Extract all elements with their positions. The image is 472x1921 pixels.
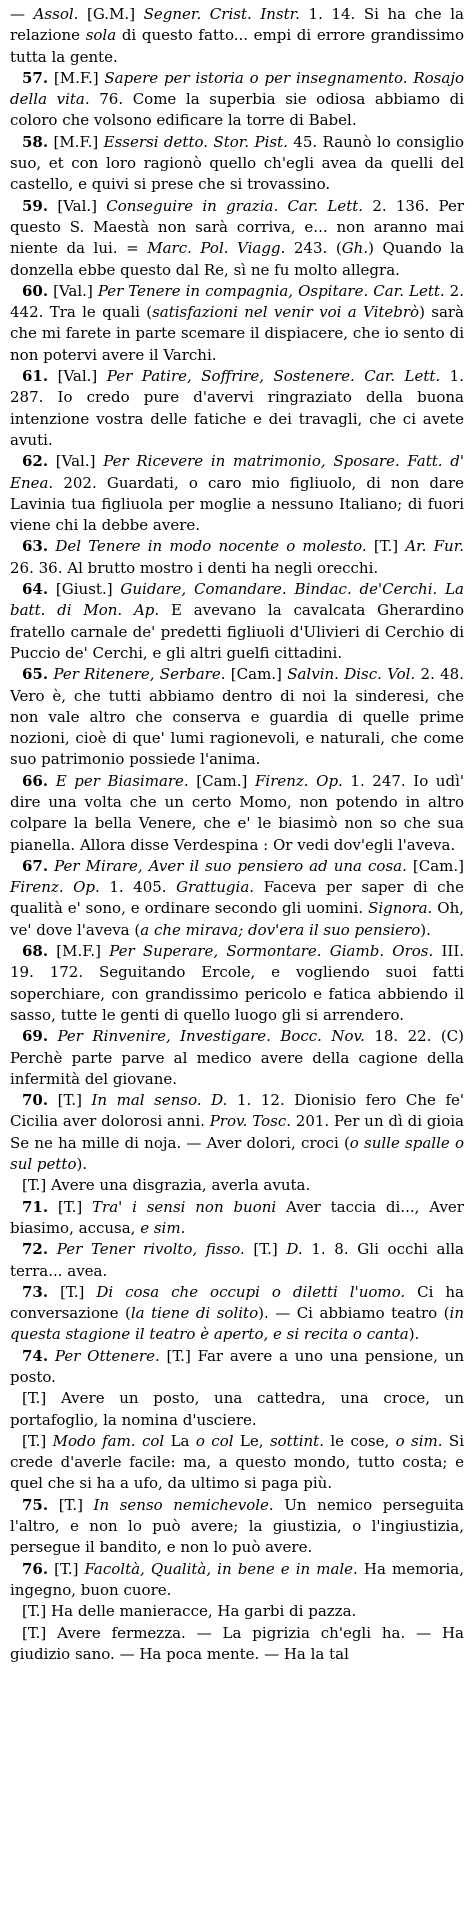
entry-number: 76.	[22, 1559, 49, 1578]
italic-text: Guidare, Comandare. Bindac. de'Cerchi. La batt. di Mon. Ap.	[10, 580, 464, 620]
italic-text: o sim.	[395, 1431, 443, 1450]
entry-number: 66.	[22, 771, 49, 790]
italic-text: o sulle spalle o sul petto	[10, 1133, 464, 1174]
italic-text: Gh.	[341, 239, 369, 258]
entry-63	[10, 536, 464, 579]
entry-text: ). — Ci abbiamo teatro (	[258, 1304, 450, 1323]
italic-text: E per Biasimare.	[55, 771, 189, 790]
entry-text: Ha memoria, ingegno, buon cuore.	[10, 1559, 465, 1599]
entry-text: 18. 22. (C) Perchè parte parve al medico avere della cagione della infermità del giovane.	[10, 1027, 464, 1088]
entry-text: ).	[408, 1325, 420, 1344]
italic-text: Per Tener rivolto, fisso.	[56, 1240, 245, 1259]
entry-text: [T.]	[366, 537, 406, 556]
italic-text: e sim.	[140, 1218, 186, 1237]
entry-number: 70.	[22, 1091, 49, 1110]
entry-72	[10, 1239, 464, 1282]
entry-61	[10, 366, 464, 451]
italic-text: Segner. Crist. Instr.	[143, 5, 300, 23]
entry-number: 60.	[22, 281, 49, 300]
entry-67	[10, 856, 464, 941]
entry-text: La	[164, 1431, 196, 1450]
entry-number: 57.	[22, 68, 49, 87]
italic-text: Per Ottenere.	[54, 1346, 160, 1365]
entry-text: Aver taccia di..., Aver biasimo, accusa,	[10, 1197, 464, 1237]
italic-text: Assol.	[33, 5, 79, 23]
italic-text: Del Tenere in modo nocente o molesto.	[55, 537, 367, 556]
entry-number: 59.	[22, 196, 49, 215]
entry-text: le cose,	[323, 1431, 396, 1450]
entry-text: [G.M.]	[78, 5, 144, 23]
entry-text: Si crede d'averle facile: ma, a questo mondo, tutto costa; e quel che si ha a ufo, da ultimo si paga più.	[10, 1431, 464, 1493]
entry-text: 26. 36. Al brutto mostro i denti ha negli orecchi.	[10, 558, 379, 577]
italic-text: Tra' i sensi non buoni	[92, 1197, 277, 1216]
entry-text: 2. 48. Vero è, che tutti abbiamo dentro di noi la sinderesi, che non vale altro che conserva e guardia di quelle prime nozioni, cioè di que' lumi ragionevoli, e naturali, che come suo patrimonio possiede l'anima.	[10, 665, 464, 769]
italic-text: Firenz. Op.	[254, 771, 343, 790]
entry-number: 63.	[22, 537, 49, 556]
entry-text: [M.F.]	[48, 132, 104, 151]
italic-text: Sapere per istoria o per insegnamento. Rosajo della vita.	[10, 68, 464, 109]
entry-74b	[10, 1388, 464, 1431]
entry-75	[10, 1495, 464, 1559]
italic-text: Per Tenere in compagnia, Ospitare. Car. Lett.	[97, 281, 445, 300]
entry-text: [T.] Avere fermezza. — La pigrizia ch'egli ha. — Ha giudizio sano. — Ha poca mente. — Ha la tal	[10, 1623, 464, 1663]
italic-text: Per Rinvenire, Investigare. Bocc. Nov.	[57, 1027, 365, 1046]
entry-text: 243. (	[285, 239, 342, 258]
entry-number: 58.	[22, 132, 49, 151]
italic-text: a che mirava; dov'era il suo pensiero	[140, 920, 421, 939]
italic-text: Per Ritenere, Serbare.	[53, 665, 226, 684]
italic-text: la tiene di solito	[130, 1304, 259, 1323]
italic-text: Modo fam. col	[52, 1431, 165, 1450]
entry-text	[48, 1027, 57, 1045]
entry-text: ).	[76, 1155, 88, 1174]
italic-text: Grattugia.	[176, 878, 255, 897]
entry-number: 65.	[22, 665, 49, 684]
entry-number: 72.	[22, 1240, 49, 1259]
entry-text: [Val.]	[48, 367, 107, 386]
entry-text	[48, 772, 56, 790]
italic-text: o col	[195, 1431, 234, 1450]
entry-text: di questo fatto... empi di errore grandissimo tutta la gente.	[10, 26, 464, 66]
entry-text: 1. 8. Gli occhi alla terra... avea.	[10, 1240, 464, 1280]
entry-assol	[10, 4, 464, 68]
entry-text: [T.]	[48, 1559, 85, 1578]
entry-text: [T.]	[48, 1197, 93, 1216]
entry-text: Le,	[233, 1431, 270, 1450]
italic-text: Signora.	[368, 899, 433, 918]
entry-74	[10, 1346, 464, 1389]
italic-text: sottint.	[269, 1431, 324, 1450]
entry-text: Un nemico perseguita l'altro, e non lo può avere; la giustizia, o l'ingiustizia, persegue il bandito, e non lo può avere.	[10, 1495, 464, 1557]
entry-59	[10, 196, 464, 281]
entry-text: 2. 442. Tra le quali (	[10, 281, 464, 322]
entry-text: III. 19. 172. Seguitando Ercole, e vogliendo suoi fatti soperchiare, con grandissimo pericolo e fatica abbiendo il sasso, tutte le genti di quello luogo gli si arrendero.	[10, 942, 465, 1024]
entry-text: [M.F.]	[48, 68, 105, 87]
entry-text	[48, 1347, 55, 1365]
entry-text: [T.]	[22, 1431, 53, 1450]
entry-text: ) sarà che mi farete in parte scemare il dispiacere, che io sento di non potervi avere il Varchi.	[10, 303, 465, 364]
entry-text: [T.] Avere una disgrazia, averla avuta.	[22, 1176, 311, 1195]
italic-text: D.	[286, 1240, 303, 1259]
entry-text: [Giust.]	[48, 580, 121, 599]
entry-text	[48, 1240, 57, 1258]
entry-number: 74.	[22, 1346, 49, 1365]
entry-text: 1. 247. Io udì' dire una volta che un certo Momo, non potendo in altro colpare la bella Venere, che e' le biasimò non so che sua pianella. Allora disse Verdespina : Or vedi dov'egli l'aveva.	[10, 771, 464, 854]
italic-text: Per Superare, Sormontare. Giamb. Oros.	[109, 942, 434, 961]
entry-number: 67.	[22, 856, 49, 875]
entry-text: 202. Guardati, o caro mio figliuolo, di non dare Lavinia tua figliuola per moglie a nessuno Italiano; di fuori viene chi la debbe avere.	[10, 473, 464, 535]
entry-text: [Cam.]	[225, 665, 288, 684]
entry-text: —	[10, 5, 34, 23]
entry-68	[10, 941, 464, 1026]
italic-text: in questa stagione il teatro è aperto, e si recita o canta	[10, 1304, 464, 1344]
entry-text: [T.]	[48, 1282, 97, 1301]
entry-71	[10, 1197, 464, 1240]
entry-text: 1. 405.	[99, 878, 177, 897]
entry-60	[10, 281, 464, 366]
entry-text: [Val.]	[48, 196, 107, 215]
italic-text: Marc. Pol. Viagg.	[147, 239, 286, 258]
entry-text: E avevano la cavalcata Gherardino fratello carnale de' predetti figliuoli d'Ulivieri di Cerchio di Puccio de' Cerchi, e gli altri guelfi cittadini.	[10, 601, 464, 662]
italic-text: Salvin. Disc. Vol.	[287, 665, 416, 684]
entry-text: ) Quando la donzella ebbe questo dal Re, sì ne fu molto allegra.	[10, 239, 465, 279]
entry-text: 45. Raunò lo consiglio suo, et con loro ragionò quello ch'egli avea da quelli del castello, e quivi si prese che si trovassino.	[10, 132, 464, 194]
entry-text: 201. Per un dì di gioia Se ne ha mille di noja. — Aver dolori, croci (	[10, 1112, 464, 1152]
entry-text: Oh, ve' dove l'aveva (	[10, 899, 464, 939]
entry-text: [Val.]	[48, 452, 104, 471]
entry-text: Faceva per saper di che qualità e' sono, e ordinare secondo gli uomini.	[10, 878, 465, 918]
entry-74c	[10, 1431, 464, 1495]
italic-text: Firenz. Op.	[10, 878, 100, 897]
entry-text: [Val.]	[48, 281, 98, 300]
italic-text: Conseguire in grazia. Car. Lett.	[106, 196, 364, 215]
entry-text: 2. 136. Per questo S. Maestà non sarà corriva, e... non aranno mai niente da lui. =	[10, 196, 464, 258]
entry-text: 1. 12. Dionisio fero Che fe' Cicilia aver dolorosi anni.	[10, 1091, 464, 1131]
entry-76b	[10, 1601, 464, 1622]
entry-76c	[10, 1623, 464, 1666]
entry-66	[10, 771, 464, 856]
italic-text: In mal senso. D.	[91, 1091, 228, 1110]
entry-number: 71.	[22, 1197, 49, 1216]
entry-70b	[10, 1175, 464, 1196]
entry-text: 1. 287. Io credo pure d'avervi ringraziato della buona intenzione vostra delle fatiche e dei travagli, che ci avete avuti.	[10, 367, 464, 449]
italic-text: In senso nemichevole.	[93, 1495, 274, 1514]
italic-text: Prov. Tosc.	[209, 1112, 291, 1131]
entry-57	[10, 68, 464, 132]
entry-text: [T.] Far avere a uno una pensione, un posto.	[10, 1346, 464, 1386]
entry-text: ).	[420, 920, 431, 939]
entry-text: [M.F.]	[48, 942, 110, 961]
entry-number: 62.	[22, 452, 49, 471]
entry-73	[10, 1282, 464, 1346]
entry-text: [T.] Ha delle manieracce, Ha garbi di pazza.	[22, 1602, 357, 1621]
italic-text: Per Ricevere in matrimonio, Sposare. Fatt. d' Enea.	[10, 452, 464, 492]
italic-text: Per Mirare, Aver il suo pensiero ad una cosa.	[54, 856, 407, 875]
entry-text: [Cam.]	[406, 856, 464, 875]
entry-text: [T.]	[244, 1240, 287, 1259]
entry-text: 76. Come la superbia sie odiosa abbiamo di coloro che volsono edificare la torre di Babel.	[10, 90, 465, 130]
entry-number: 61.	[22, 367, 49, 386]
entry-number: 75.	[22, 1495, 49, 1514]
italic-text: Ar. Fur.	[405, 537, 464, 556]
entry-62	[10, 451, 464, 536]
italic-text: satisfazioni nel venir voi a Vitebrò	[152, 303, 420, 322]
italic-text: Per Patire, Soffrire, Sostenere. Car. Lett.	[106, 367, 441, 386]
italic-text: Di cosa che occupi o diletti l'uomo.	[96, 1282, 406, 1301]
entry-64	[10, 579, 464, 664]
entry-text: 1. 14. Si ha che la relazione	[10, 5, 464, 45]
italic-text: Essersi detto. Stor. Pist.	[103, 132, 288, 151]
entry-text: [T.]	[48, 1495, 94, 1514]
entry-text: [T.]	[48, 1091, 92, 1110]
italic-text: Facoltà, Qualità, in bene e in male.	[84, 1559, 358, 1578]
entry-number: 68.	[22, 942, 49, 961]
entry-58	[10, 132, 464, 196]
entry-76	[10, 1559, 464, 1602]
entry-69	[10, 1026, 464, 1090]
entry-65	[10, 664, 464, 770]
entry-text: [Cam.]	[188, 771, 255, 790]
entry-number: 64.	[22, 580, 49, 599]
entry-text: Ci ha conversazione (	[10, 1282, 464, 1323]
entry-70	[10, 1090, 464, 1175]
italic-text: sola	[85, 26, 117, 45]
entry-number: 73.	[22, 1282, 49, 1301]
entry-number: 69.	[22, 1027, 49, 1046]
entry-text: [T.] Avere un posto, una cattedra, una croce, un portafoglio, la nomina d'usciere.	[10, 1389, 464, 1429]
